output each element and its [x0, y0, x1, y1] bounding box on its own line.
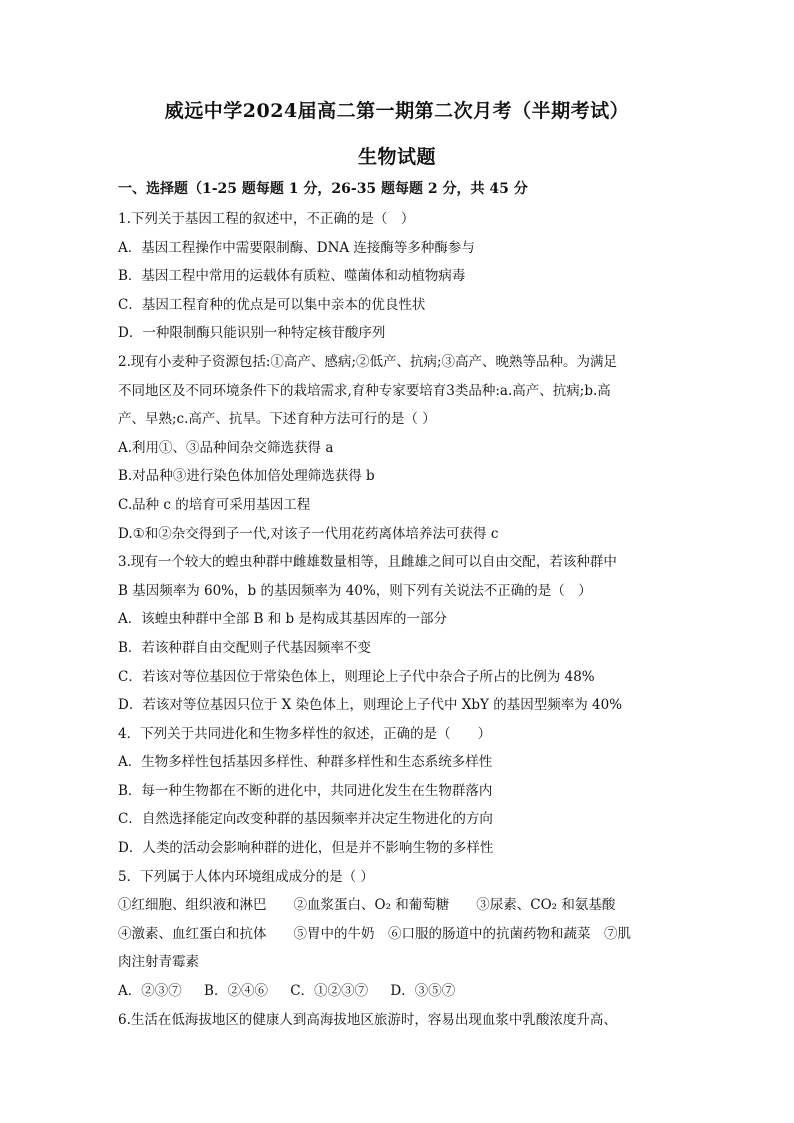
question-2-option-d: D.①和②杂交得到子一代,对该子一代用花药离体培养法可获得 c [118, 525, 499, 542]
question-5-stem-line-2: ①红细胞、组织液和淋巴 ②血浆蛋白、O₂ 和葡萄糖 ③尿素、CO₂ 和氨基酸 [118, 897, 616, 914]
question-2-option-c: C.品种 c 的培育可采用基因工程 [118, 496, 311, 513]
question-1-option-d: D．一种限制酶只能识别一种特定核苷酸序列 [118, 325, 386, 342]
question-4-option-d: D．人类的活动会影响种群的进化，但是并不影响生物的多样性 [118, 840, 494, 857]
question-2-stem-line-3: 产、早熟;c.高产、抗旱。下述育种方法可行的是（ ） [118, 411, 436, 428]
question-3-option-a: A．该蝗虫种群中全部 B 和 b 是构成其基因库的一部分 [118, 611, 447, 628]
question-3-option-c: C．若该对等位基因位于常染色体上，则理论上子代中杂合子所占的比例为 48% [118, 668, 595, 685]
question-3-stem-line-1: 3.现有一个较大的蝗虫种群中雌雄数量相等，且雌雄之间可以自由交配，若该种群中 [118, 554, 617, 571]
question-1-option-a: A．基因工程操作中需要限制酶、DNA 连接酶等多种酶参与 [118, 239, 475, 256]
question-5-options [118, 977, 678, 1006]
question-5-stem-line-1: 5．下列属于人体内环境组成成分的是（ ） [118, 868, 374, 885]
question-4-stem: 4．下列关于共同进化和生物多样性的叙述，正确的是（ ） [118, 725, 492, 742]
question-3-option-b: B．若该种群自由交配则子代基因频率不变 [118, 639, 371, 656]
question-4-option-c: C．自然选择能定向改变种群的基因频率并决定生物进化的方向 [118, 811, 493, 828]
question-5-option-b: B．②④⑥ [204, 983, 268, 1000]
question-2-stem-line-1: 2.现有小麦种子资源包括:①高产、感病;②低产、抗病;③高产、晚熟等品种。为满足 [118, 353, 618, 370]
question-1-option-b: B．基因工程中常用的运载体有质粒、噬菌体和动植物病毒 [118, 268, 466, 285]
question-5-option-c: C．①②③⑦ [290, 983, 369, 1000]
question-list [118, 205, 678, 1034]
question-3-stem-line-2: B 基因频率为 60%，b 的基因频率为 40%，则下列有关说法不正确的是（ ） [118, 582, 592, 599]
question-4-option-a: A．生物多样性包括基因多样性、种群多样性和生态系统多样性 [118, 754, 493, 771]
question-4-option-b: B．每一种生物都在不断的进化中，共同进化发生在生物群落内 [118, 782, 493, 799]
question-5-option-d: D．③⑤⑦ [390, 983, 456, 1000]
question-1-option-c: C．基因工程育种的优点是可以集中亲本的优良性状 [118, 296, 426, 313]
section-heading: 一、选择题（1-25 题每题 1 分，26-35 题每题 2 分，共 45 分 [118, 181, 528, 197]
question-3-option-d: D．若该对等位基因只位于 X 染色体上，则理论上子代中 XbY 的基因型频率为 40% [118, 697, 623, 714]
question-2-option-a: A.利用①、③品种间杂交筛选获得 a [118, 439, 334, 456]
question-1-stem: 1.下列关于基因工程的叙述中，不正确的是（ ） [118, 211, 415, 227]
exam-subtitle: 生物试题 [357, 146, 436, 168]
question-2-option-b: B.对品种③进行染色体加倍处理筛选获得 b [118, 468, 375, 485]
question-5-stem-line-3: ④激素、血红蛋白和抗体 ⑤胃中的牛奶 ⑥口服的肠道中的抗菌药物和蔬菜 ⑦肌 [118, 925, 631, 942]
question-2-stem-line-2: 不同地区及不同环境条件下的栽培需求,育种专家要培育3类品种:a.高产、抗病;b.高 [118, 382, 611, 399]
exam-title: 威远中学2024届高二第一期第二次月考（半期考试） [164, 100, 630, 122]
question-5-stem-line-4: 肉注射青霉素 [118, 954, 199, 971]
question-6-stem: 6.生活在低海拔地区的健康人到高海拔地区旅游时，容易出现血浆中乳酸浓度升高、 [118, 1011, 617, 1028]
question-5-option-a: A．②③⑦ [118, 983, 182, 1000]
